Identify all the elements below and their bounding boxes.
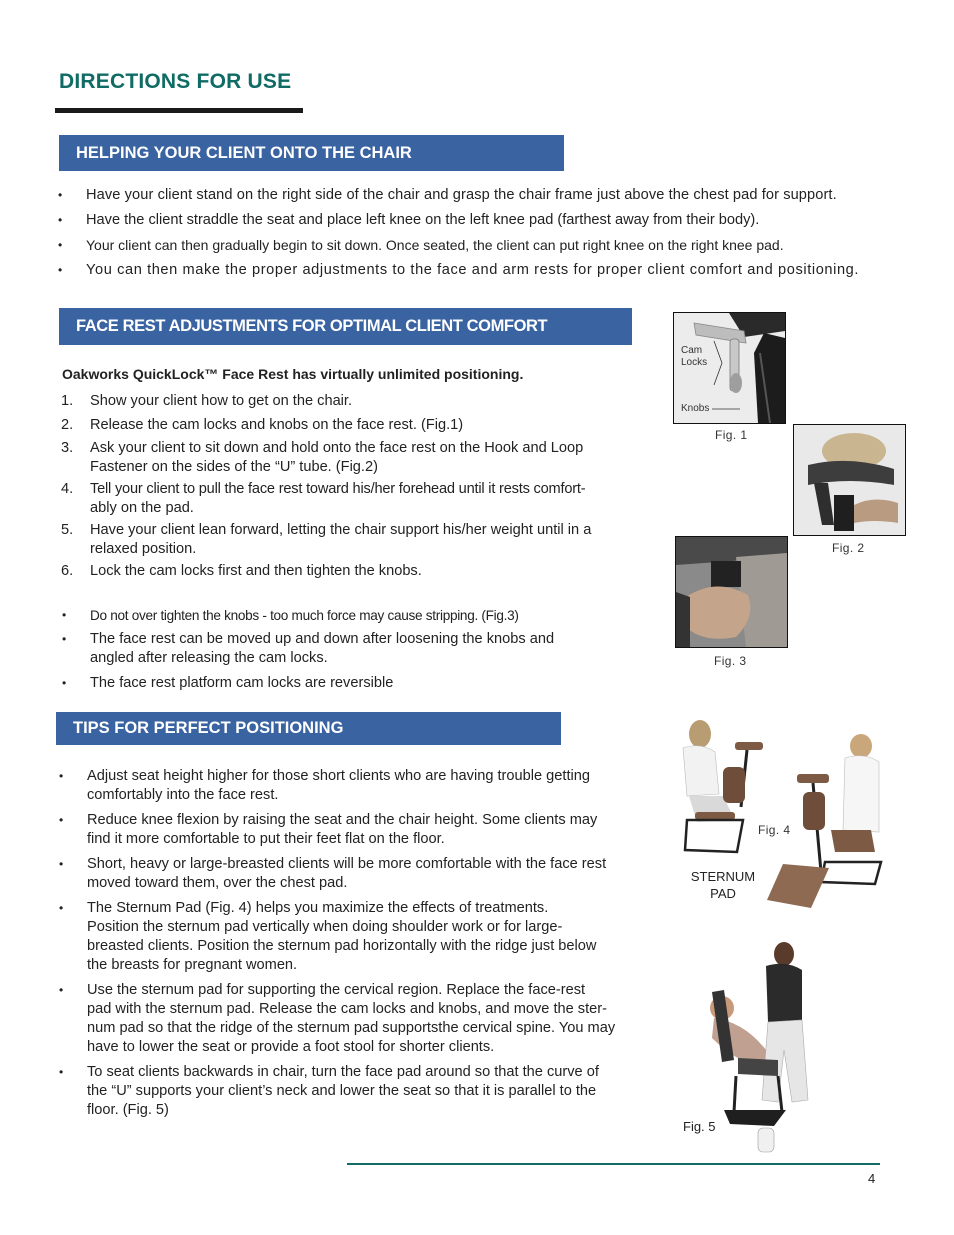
list-item: • Do not over tighten the knobs - too much force may cause stripping. (Fig.3) xyxy=(90,606,650,625)
figure-2-face-rest-photo xyxy=(793,424,906,536)
client-face-rest-icon xyxy=(794,425,905,535)
sternum-pad-label: STERNUM PAD xyxy=(690,869,756,901)
section1-bullet-list xyxy=(86,186,926,280)
cam-locks-label: Cam Locks xyxy=(681,345,708,368)
list-item: • You can then make the proper adjustments to the face and arm rests for proper client comfort and positioning. xyxy=(86,261,926,280)
list-item: • Your client can then gradually begin to sit down. Once seated, the client can put right knee on the right knee pad. xyxy=(86,236,926,255)
fig-5-caption: Fig. 5 xyxy=(683,1119,716,1134)
list-item: • Use the sternum pad for supporting the cervical region. Replace the face-rest pad with the sternum pad. Release the cam locks and knobs, and move the ster- num pad so that the ridge of the sternum pad supportsthe cervical spine. You may have to lower the seat or provide a foot stool for shorter clients. xyxy=(87,981,657,1057)
list-item: 2. Release the cam locks and knobs on the face rest. (Fig.1) xyxy=(61,417,464,433)
section-heading-face-rest: FACE REST ADJUSTMENTS FOR OPTIMAL CLIENT COMFORT xyxy=(59,308,632,345)
knobs-label: Knobs xyxy=(681,403,710,414)
figure-1-cam-locks-photo xyxy=(673,312,786,424)
face-rest-steps xyxy=(61,392,650,581)
list-item: • To seat clients backwards in chair, turn the face pad around so that the curve of the “U” supports your client’s neck and lower the seat so that it is parallel to the floor. (Fig. 5) xyxy=(87,1063,657,1120)
list-item: 3. Ask your client to sit down and hold onto the face rest on the Hook and Loop Fastener on the sides of the “U” tube. (Fig.2) xyxy=(61,440,584,475)
footer-rule xyxy=(347,1163,880,1165)
list-item: • The Sternum Pad (Fig. 4) helps you maximize the effects of treatments. Position the sternum pad vertically when doing shoulder work or for large- breasted clients. Position the sternum pad horizontally with the ridge just below the breasts for pregnant women. xyxy=(87,899,657,975)
page-title: DIRECTIONS FOR USE xyxy=(59,70,292,93)
list-item: • Have the client straddle the seat and place left knee on the left knee pad (farthest away from their body). xyxy=(86,211,926,230)
title-underline xyxy=(55,108,303,113)
fig-1-caption: Fig. 1 xyxy=(715,428,748,442)
section-heading-tips: TIPS FOR PERFECT POSITIONING xyxy=(56,712,561,745)
hand-tightening-knob-icon xyxy=(676,537,787,647)
list-item: • Have your client stand on the right side of the chair and grasp the chair frame just above the chest pad for support. xyxy=(86,186,926,205)
section-heading-helping-client: HELPING YOUR CLIENT ONTO THE CHAIR xyxy=(59,135,564,171)
list-item: • Reduce knee flexion by raising the seat and the chair height. Some clients may find it more comfortable to put their feet flat on the floor. xyxy=(87,811,657,849)
fig-3-caption: Fig. 3 xyxy=(714,654,747,668)
list-item: 6. Lock the cam locks first and then tighten the knobs. xyxy=(61,563,422,579)
list-item: • Short, heavy or large-breasted clients will be more comfortable with the face rest moved toward them, over the chest pad. xyxy=(87,855,657,893)
fig-4-caption: Fig. 4 xyxy=(758,823,791,837)
fig-2-caption: Fig. 2 xyxy=(832,541,865,555)
list-item: 4. Tell your client to pull the face rest toward his/her forehead until it rests comfort- ably on the pad. xyxy=(61,481,586,516)
list-item: 1. Show your client how to get on the chair. xyxy=(61,393,353,409)
list-item: • The face rest can be moved up and down after loosening the knobs and angled after releasing the cam locks. xyxy=(90,630,650,668)
list-item: • Adjust seat height higher for those short clients who are having trouble getting comfortably into the face rest. xyxy=(87,767,657,805)
page-number: 4 xyxy=(868,1171,876,1186)
face-rest-notes xyxy=(90,606,650,693)
list-item: • The face rest platform cam locks are reversible xyxy=(90,674,650,693)
list-item: 5. Have your client lean forward, letting the chair support his/her weight until in a relaxed position. xyxy=(61,522,592,557)
face-rest-intro: Oakworks QuickLock™ Face Rest has virtually unlimited positioning. xyxy=(62,366,524,382)
tips-bullet-list xyxy=(87,767,657,1120)
figure-3-knob-photo xyxy=(675,536,788,648)
